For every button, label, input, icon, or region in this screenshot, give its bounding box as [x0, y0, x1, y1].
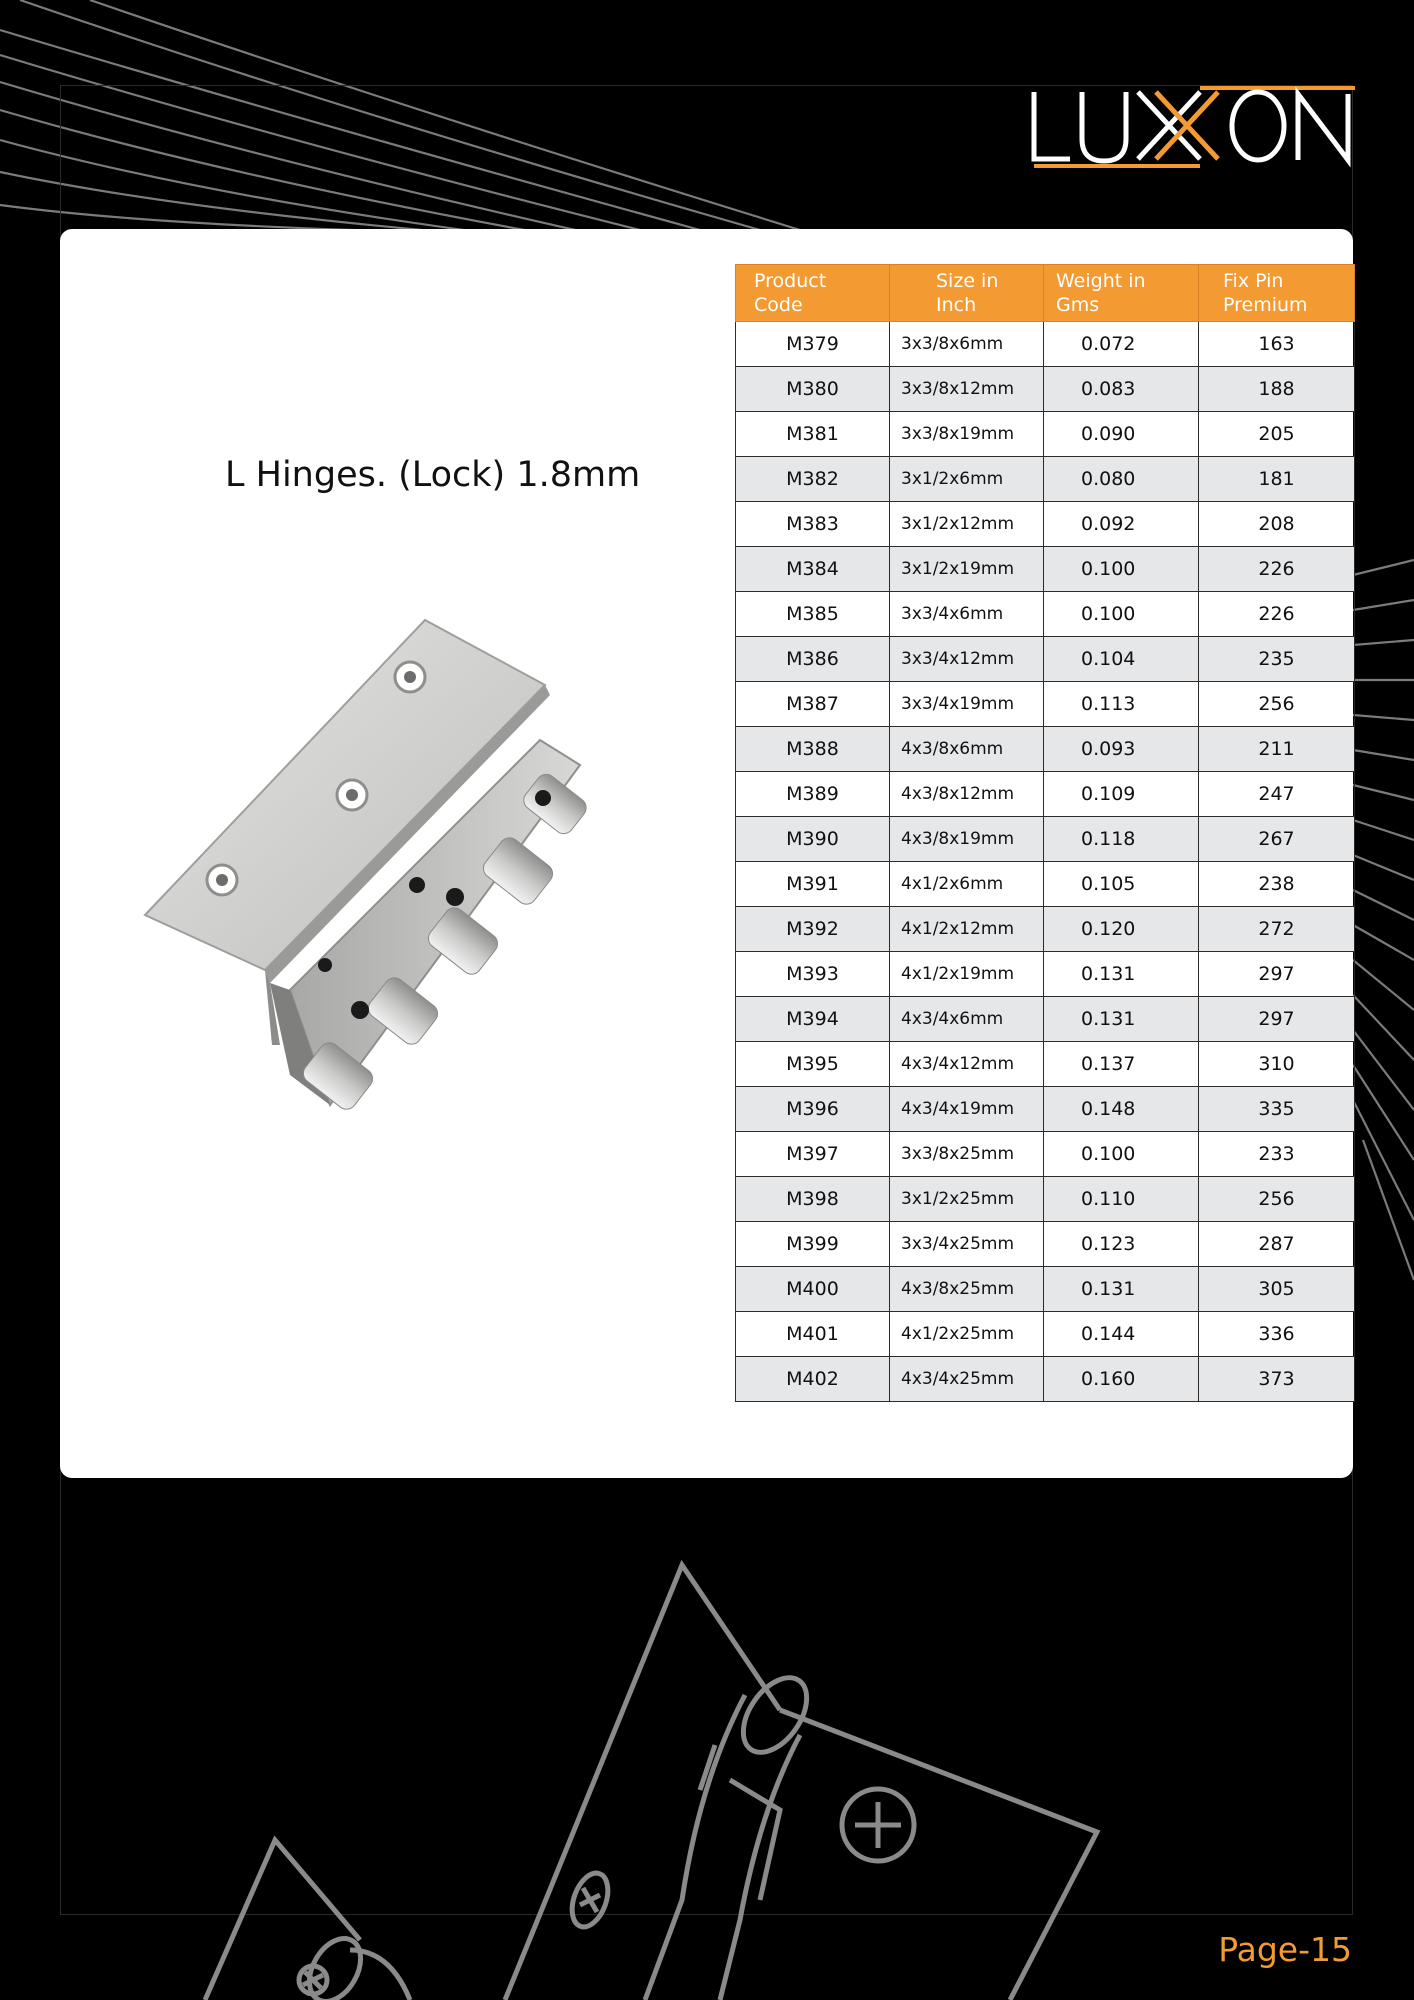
table-row: [736, 367, 1355, 412]
cell-product-code: M381: [736, 412, 890, 457]
cell-size: 4x1/2x6mm: [890, 862, 1044, 907]
cell-size: 3x1/2x19mm: [890, 547, 1044, 592]
cell-weight: 0.109: [1044, 772, 1199, 817]
cell-premium: 297: [1199, 952, 1355, 997]
table-row: [736, 1357, 1355, 1402]
cell-product-code: M401: [736, 1312, 890, 1357]
cell-premium: 205: [1199, 412, 1355, 457]
header-premium: Fix Pin Premium: [1199, 265, 1355, 322]
spec-table: [735, 264, 1355, 1402]
cell-product-code: M384: [736, 547, 890, 592]
cell-weight: 0.110: [1044, 1177, 1199, 1222]
table-row: [736, 1312, 1355, 1357]
cell-premium: 336: [1199, 1312, 1355, 1357]
cell-weight: 0.118: [1044, 817, 1199, 862]
cell-size: 3x3/4x12mm: [890, 637, 1044, 682]
cell-premium: 247: [1199, 772, 1355, 817]
cell-product-code: M400: [736, 1267, 890, 1312]
cell-weight: 0.080: [1044, 457, 1199, 502]
cell-product-code: M380: [736, 367, 890, 412]
cell-size: 3x3/4x19mm: [890, 682, 1044, 727]
cell-premium: 272: [1199, 907, 1355, 952]
cell-product-code: M393: [736, 952, 890, 997]
product-title: L Hinges. (Lock) 1.8mm: [225, 455, 641, 495]
table-row: [736, 862, 1355, 907]
cell-premium: 373: [1199, 1357, 1355, 1402]
cell-premium: 181: [1199, 457, 1355, 502]
cell-weight: 0.137: [1044, 1042, 1199, 1087]
cell-weight: 0.131: [1044, 1267, 1199, 1312]
hinge-outline-drawing: [0, 1480, 1414, 2000]
table-row: [736, 1177, 1355, 1222]
cell-premium: 310: [1199, 1042, 1355, 1087]
cell-product-code: M392: [736, 907, 890, 952]
table-row: [736, 502, 1355, 547]
hinge-image: [140, 605, 660, 1145]
cell-product-code: M382: [736, 457, 890, 502]
cell-product-code: M396: [736, 1087, 890, 1132]
cell-premium: 211: [1199, 727, 1355, 772]
cell-premium: 226: [1199, 547, 1355, 592]
cell-size: 3x3/8x6mm: [890, 322, 1044, 367]
cell-premium: 256: [1199, 1177, 1355, 1222]
table-row: [736, 817, 1355, 862]
cell-premium: 238: [1199, 862, 1355, 907]
table-row: [736, 952, 1355, 997]
header-size: Size in Inch: [890, 265, 1044, 322]
cell-product-code: M383: [736, 502, 890, 547]
header-weight: Weight in Gms: [1044, 265, 1199, 322]
table-row: [736, 997, 1355, 1042]
cell-weight: 0.100: [1044, 592, 1199, 637]
table-row: [736, 457, 1355, 502]
table-row: [736, 1267, 1355, 1312]
cell-size: 4x1/2x12mm: [890, 907, 1044, 952]
cell-size: 3x1/2x25mm: [890, 1177, 1044, 1222]
cell-size: 3x3/4x6mm: [890, 592, 1044, 637]
cell-product-code: M398: [736, 1177, 890, 1222]
table-row: [736, 1132, 1355, 1177]
cell-weight: 0.100: [1044, 547, 1199, 592]
cell-premium: 305: [1199, 1267, 1355, 1312]
table-row: [736, 907, 1355, 952]
cell-weight: 0.105: [1044, 862, 1199, 907]
cell-weight: 0.090: [1044, 412, 1199, 457]
table-row: [736, 322, 1355, 367]
cell-size: 4x3/8x19mm: [890, 817, 1044, 862]
cell-weight: 0.144: [1044, 1312, 1199, 1357]
cell-weight: 0.148: [1044, 1087, 1199, 1132]
cell-size: 4x3/4x6mm: [890, 997, 1044, 1042]
cell-size: 3x3/4x25mm: [890, 1222, 1044, 1267]
cell-product-code: M399: [736, 1222, 890, 1267]
cell-product-code: M387: [736, 682, 890, 727]
cell-weight: 0.100: [1044, 1132, 1199, 1177]
cell-premium: 233: [1199, 1132, 1355, 1177]
cell-product-code: M386: [736, 637, 890, 682]
cell-premium: 188: [1199, 367, 1355, 412]
cell-product-code: M397: [736, 1132, 890, 1177]
cell-weight: 0.123: [1044, 1222, 1199, 1267]
cell-product-code: M391: [736, 862, 890, 907]
cell-premium: 163: [1199, 322, 1355, 367]
cell-size: 4x3/4x19mm: [890, 1087, 1044, 1132]
table-row: [736, 682, 1355, 727]
cell-weight: 0.093: [1044, 727, 1199, 772]
cell-product-code: M394: [736, 997, 890, 1042]
table-row: [736, 547, 1355, 592]
cell-weight: 0.104: [1044, 637, 1199, 682]
cell-size: 4x1/2x25mm: [890, 1312, 1044, 1357]
cell-weight: 0.092: [1044, 502, 1199, 547]
cell-premium: 297: [1199, 997, 1355, 1042]
cell-weight: 0.160: [1044, 1357, 1199, 1402]
cell-size: 4x3/8x6mm: [890, 727, 1044, 772]
table-row: [736, 1222, 1355, 1267]
cell-premium: 335: [1199, 1087, 1355, 1132]
cell-product-code: M388: [736, 727, 890, 772]
cell-weight: 0.072: [1044, 322, 1199, 367]
cell-weight: 0.131: [1044, 997, 1199, 1042]
cell-weight: 0.120: [1044, 907, 1199, 952]
brand-logo: [1030, 84, 1355, 174]
cell-size: 4x3/8x25mm: [890, 1267, 1044, 1312]
cell-product-code: M385: [736, 592, 890, 637]
cell-size: 3x3/8x12mm: [890, 367, 1044, 412]
cell-size: 4x3/8x12mm: [890, 772, 1044, 817]
cell-premium: 267: [1199, 817, 1355, 862]
cell-size: 3x3/8x25mm: [890, 1132, 1044, 1177]
cell-size: 3x1/2x12mm: [890, 502, 1044, 547]
cell-product-code: M389: [736, 772, 890, 817]
cell-product-code: M395: [736, 1042, 890, 1087]
cell-weight: 0.083: [1044, 367, 1199, 412]
cell-size: 4x1/2x19mm: [890, 952, 1044, 997]
cell-premium: 235: [1199, 637, 1355, 682]
table-row: [736, 1042, 1355, 1087]
page-number: Page-15: [1218, 1930, 1352, 1969]
cell-size: 4x3/4x25mm: [890, 1357, 1044, 1402]
cell-weight: 0.131: [1044, 952, 1199, 997]
table-row: [736, 1087, 1355, 1132]
table-row: [736, 592, 1355, 637]
cell-weight: 0.113: [1044, 682, 1199, 727]
cell-size: 4x3/4x12mm: [890, 1042, 1044, 1087]
cell-product-code: M390: [736, 817, 890, 862]
table-header-row: [736, 265, 1355, 322]
cell-premium: 287: [1199, 1222, 1355, 1267]
cell-premium: 256: [1199, 682, 1355, 727]
cell-size: 3x3/8x19mm: [890, 412, 1044, 457]
cell-premium: 226: [1199, 592, 1355, 637]
table-row: [736, 727, 1355, 772]
cell-premium: 208: [1199, 502, 1355, 547]
table-row: [736, 412, 1355, 457]
header-product-code: Product Code: [736, 265, 890, 322]
cell-size: 3x1/2x6mm: [890, 457, 1044, 502]
cell-product-code: M402: [736, 1357, 890, 1402]
table-row: [736, 772, 1355, 817]
cell-product-code: M379: [736, 322, 890, 367]
table-row: [736, 637, 1355, 682]
